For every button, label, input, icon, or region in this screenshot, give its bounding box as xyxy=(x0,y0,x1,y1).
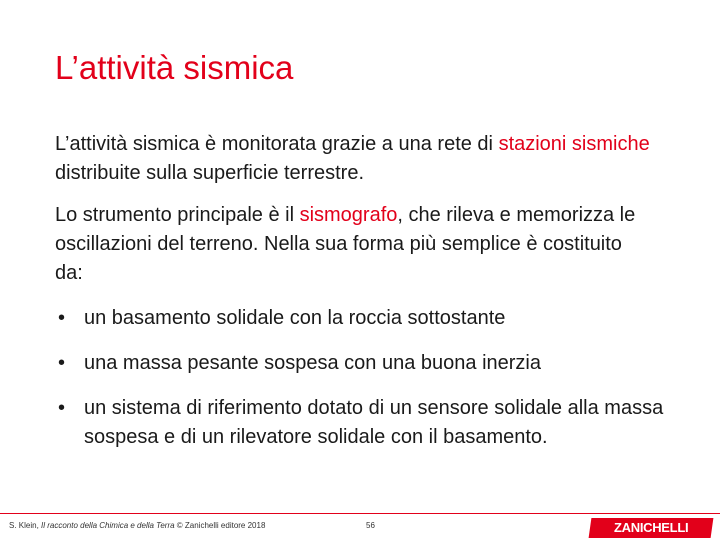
footer-divider xyxy=(0,513,720,514)
slide-title: L’attività sismica xyxy=(55,49,294,86)
footer-author: S. Klein, xyxy=(9,521,42,530)
footer-publisher: © Zanichelli editore 2018 xyxy=(174,521,266,530)
paragraph-text: Lo strumento principale è il xyxy=(55,204,300,226)
bullet-icon: • xyxy=(58,397,66,419)
paragraph-text: , che rileva e memorizza le oscillazioni del terreno. Nella sua forma più semplice è costituito da: xyxy=(55,204,636,284)
list-item-text: un basamento solidale con la roccia sottostante xyxy=(84,307,506,329)
bullet-icon: • xyxy=(58,352,66,374)
highlight-term: sismografo xyxy=(299,204,398,226)
footer-book-title: Il racconto della Chimica e della Terra xyxy=(41,521,175,530)
publisher-logo xyxy=(589,518,714,538)
list-item xyxy=(58,349,678,378)
paragraph-monitoring xyxy=(55,130,655,188)
list-item-text: una massa pesante sospesa con una buona inerzia xyxy=(84,352,541,374)
bullet-icon: • xyxy=(58,307,66,329)
bullet-list xyxy=(58,304,678,452)
highlight-term: stazioni sismiche xyxy=(498,133,650,155)
paragraph-text: L’attività sismica è monitorata grazie a una rete di xyxy=(55,133,499,155)
list-item-text: un sistema di riferimento dotato di un sensore solidale alla massa sospesa e di un rilevatore solidale con il basamento. xyxy=(84,397,664,448)
logo-text: ZANICHELLI xyxy=(613,520,689,535)
list-item xyxy=(58,394,678,452)
list-item xyxy=(58,304,678,333)
footer-credit xyxy=(9,521,265,530)
page-number: 56 xyxy=(366,521,375,530)
paragraph-seismograph xyxy=(55,201,655,288)
paragraph-text: distribuite sulla superficie terrestre. xyxy=(55,162,365,184)
